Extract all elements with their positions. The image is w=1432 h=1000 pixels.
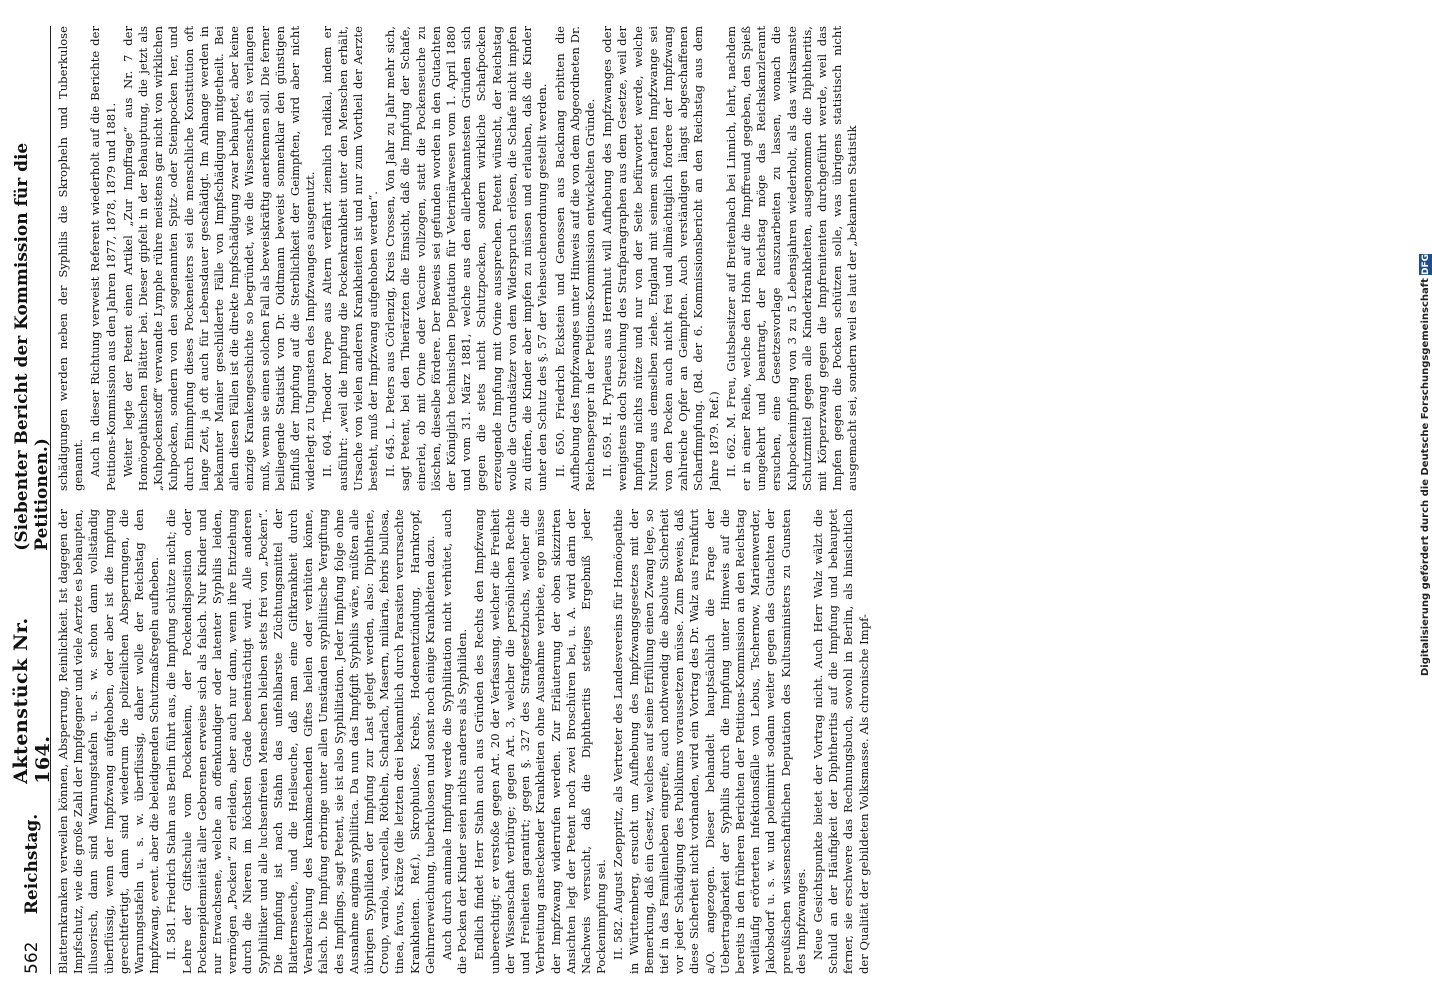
paragraph: schädigungen werden neben der Syphilis die Skropheln und Tuberkulose genannt. [56,26,86,491]
column-right [56,26,1380,491]
page-header [10,26,54,974]
paragraph: Blatternkranken verweilen können, Absperrung, Reinlichkeit. Ist dagegen der Impfschutz, wie die große Zahl der Impfgegner und viele Aerzte es behaupten, illusorisch, dann sind Warnungstafeln u. s. w. schon dann vollständig überflüssig, wenn der Impfzwang aufgehoben, oder aber ist die Impfung gerechtfertigt, dann sind wiederum die polizeilichen Absperrungen, die Warnungstafeln u. s. w. überflüssig, daher wolle der Reichstag den Impfzwang, event. aber die beleidigenden Schutzmaßregeln aufheben. [56,509,162,974]
document-number: Aktenstück Nr. 164. [10,617,54,784]
paragraph: Weiter legte der Petent einen Artikel „Zur Impffrage“ aus Nr. 7 der Homöopathischen Blätter bei. Dieser gipfelt in der Behauptung, die jetzt als „Kuhpockenstoff“ verwandte Lymphe rühre meistens gar nicht von wirklichen Kuhpocken, sondern von den sogenannten Spitz- oder Steinpocken her, und durch Einimpfung dieses Pockeneiters sei die menschliche Konstitution oft lange Zeit, ja oft auch für Lebensdauer geschädigt. Im Anhange werden in bekannter Manier geschilderte Fälle von Impfschädigung mitgetheilt. Bei allen diesen Fällen ist die direkte Impfschädigung zwar behauptet, aber keine einzige Krankengeschichte so begründet, wie die Wissenschaft es verlangen muß, wenn sie einen solchen Fall als beweiskräftig anerkennen soll. Die ferner beiliegende Statistik von Dr. Oidtmann beweist sonnenklar den günstigen Einfluß der Impfung auf die Sterblichkeit der Geimpften, wird aber nicht widerlegt zu Ungunsten des Impfzwanges ausgenutzt. [120,26,318,491]
paragraph: Auch in dieser Richtung verweist Referent wiederholt auf die Berichte der Petitions-Kommission aus den Jahren 1877, 1878, 1879 und 1881. [88,26,118,491]
column-left [56,509,1380,974]
paragraph: Auch durch animale Impfung werde die Syphilitation nicht verhütet, auch die Pocken der Kinder seien nichts anderes als Syphiliden. [440,509,470,974]
header-left-title: Reichstag. [22,813,42,915]
text-columns [56,26,1380,974]
dfg-logo: DFG [1421,253,1431,275]
header-right-title: (Siebenter Bericht der Kommission für die Petitionen.) [12,142,52,551]
paragraph: II. 645. L. Peters aus Cörlenzig, Kreis Crossen, Von Jahr zu Jahr mehr sich, sagt Petent, bei den Thierärzten die Einsicht, daß die Impfung der Schafe, einerlei, ob mit Ovine oder Vaccine vollzogen, statt die Pockenseuche zu löschen, dieselbe fördere. Der Beweis sei gefunden worden in den Gutachten der Königlich technischen Deputation für Veterinärwesen vom 1. April 1880 und vom 31. März 1881, welche aus den allerbekanntesten Gründen sich gegen die stets nicht Schutzpocken, sondern wirkliche Schafpocken erzeugende Impfung mit Ovine aussprechen. Petent wünscht, der Reichstag wolle die Grundsätzer von dem Widerspruch erlösen, die Schafe nicht impfen zu dürfen, die Kinder aber impfen zu müssen und erlauben, daß die Kinder unter den Schutz des §. 57 der Viehseuchenordnung gestellt werden. [383,26,550,491]
paragraph: Endlich findet Herr Stahn auch aus Gründen des Rechts den Impfzwang unberechtigt; er verstoße gegen Art. 20 der Verfassung, welcher die Freiheit der Wissenschaft verbürge; gegen Art. 3, welcher die persönlichen Rechte und Freiheiten garantirt; gegen §. 327 des Strafgesetzbuchs, welcher die Verbreitung ansteckender Krankheiten ohne Ausnahme verbiete, ergo müsse der Impfzwang widerrufen werden. Zur Erläuterung der oben skizzirten Ansichten legt der Petent noch zwei Broschüren bei, u. A. wird darin der Nachweis versucht, daß die Diphtheritis stetiges Ergebniß jeder Pockenimpfung sei. [472,509,609,974]
paragraph: II. 662. M. Freu, Gutsbesitzer auf Breitenbach bei Linnich, lehrt, nachdem er in einer Reihe, welche den Hohn auf die Impffreund gegeben, den Spieß umgekehrt und beantragt, der Reichstag möge das Reichskanzleramt ersuchen, eine Gesetzesvorlage auszuarbeiten zu lassen, wonach die Kuhpockenimpfung von 3 zu 5 Lebensjahren wiederholt, als das wirksamste Schutzmittel gegen alle Kinderkrankheiten, ausgenommen die Diphtheritis, mit Körperzwang gegen die Impfrenitenten durchgeführt werde, weil das Impfen gegen die Pocken schützen solle, was übrigens statistisch nicht ausgemacht sei, sondern weil es laut der „bekannten Statistik [723,26,860,491]
paragraph: II. 650. Friedrich Eckstein und Genossen aus Backnang erbitten die Aufhebung des Impfzwanges unter Hinweis auf die von dem Abgeordneten Dr. Reichensperger in der Petitions-Kommission entwickelten Gründe. [552,26,597,491]
paragraph: II. 581. Friedrich Stahn aus Berlin führt aus, die Impfung schütze nicht; die Lehre der Giftschule vom Pockenkeim, der Pockendisposition oder Pockenepidemieität aller Geborenen erweise sich als falsch. Nur Kinder und nur Erwachsene, welche an offenkundiger oder latenter Syphilis leiden, vermögen „Pocken“ zu erleiden, aber auch nur dann, wenn ihre Entziehung durch die Nieren im höchsten Grade beeinträchtigt wird. Alle anderen Syphilitiker und alle luchsenfreien Menschen bleiben stets frei von „Pocken“. Die Impfung ist nach Stahn das unfehlbarste Züchtungsmittel der Blatternseuche, und die Heilseuche, daß man eine Giftkrankheit durch Verabreichung des krankmachenden Giftes heilen oder verhüten könne, falsch. Die Impfung erbringe unter allen Umständen syphilitische Vergiftung des Impflings, sagt Petent, sie ist also Syphilitation. Jeder Impfung folge ohne Ausnahme angina syphilitica. Da nun das Impfgift Syphilis wäre, müßten alle übrigen Syphiliden der Impfung zur Last gelegt werden, also: Diphtherie, Croup, variola, varicella, Rötheln, Scharlach, Masern, miliaria, febris bullosa, tinea, favus, Krätze (die letzten drei bekanntlich durch Parasiten verursachte Krankheiten. Ref.), Skrophulose, Krebs, Hodenentzündung, Harnkropf, Gehirnerweichung, tuberkulosen und sonst noch einige Krankheiten dazu. [164,509,437,974]
paragraph: II. 604. Theodor Porpe aus Altern verfährt ziemlich radikal, indem er ausführt: „weil die Impfung die Pockenkrankheit unter den Menschen erhält, Ursache von vielen anderen Krankheiten ist und nur zum Vortheil der Aerzte besteht, muß der Impfzwang aufgehoben werden“. [320,26,381,491]
page-number: 562 [22,941,42,974]
digitization-credit [1419,36,1431,676]
paragraph: II. 582. August Zoeppritz, als Vertreter des Landesvereins für Homöopathie in Württemberg, ersucht um Aufhebung des Impfzwangsgesetzes mit der Bemerkung, daß ein Gesetz, welches auf seine Erfüllung einen Zwang lege, so tief in das Familienleben eingreife, auch nothwendig die absolute Sicherheit vor jeder Schädigung des Publikums voraussetzen müsse. Zum Beweis, daß diese Sicherheit nicht vorhanden, wird ein Vortrag des Dr. Walz aus Frankfurt a/O. angezogen. Dieser behandelt hauptsächlich die Frage der Uebertragbarkeit der Syphilis durch die Impfung unter Hinweis auf die bereits in den früheren Berichten der Petitions-Kommission an den Reichstag weitläufig erörterten Infektionsfälle von Lebus, Tschernow, Marienwerder, Jakobsdorf u. s. w. und poleminirt sodann weiter gegen das Gutachten der preußischen wissenschaftlichen Deputation des Kultusministers zu Gunsten des Impfzwanges. [611,509,808,974]
paragraph: Neue Gesichtspunkte bietet der Vortrag nicht. Auch Herr Walz wälzt die Schuld an der Häufigkeit der Diphtheritis auf die Impfung und behauptet ferner, sie erschwere das Rechnungsbuch, sowohl in Berlin, als hinsichtlich der Qualität der gebildeten Volksmasse. Als chronische Impf- [810,509,871,974]
paragraph: II. 659. H. Pyrlaeus aus Herrnhut will Aufhebung des Impfzwanges oder wenigstens doch Streichung des Strafparagraphen aus dem Gesetze, weil der Impfung nichts nütze und nur von der Seite befürwortet werde, welche Nutzen aus demselben ziehe. England mit seinem scharfen Impfzwange sei von den Pocken auch nicht frei und allmächtiglich fordere der Impfzwang zahlreiche Opfer an Geimpften. Auch verständigen längst abgeschaffenen Scharfimpfung. (Bd. der 6. Kommissionsbericht an den Reichstag aus dem Jahre 1879. Ref.) [600,26,721,491]
digitization-credit-text: Digitalisierung gefördert durch die Deutsche Forschungsgemeinschaft [1420,278,1431,676]
